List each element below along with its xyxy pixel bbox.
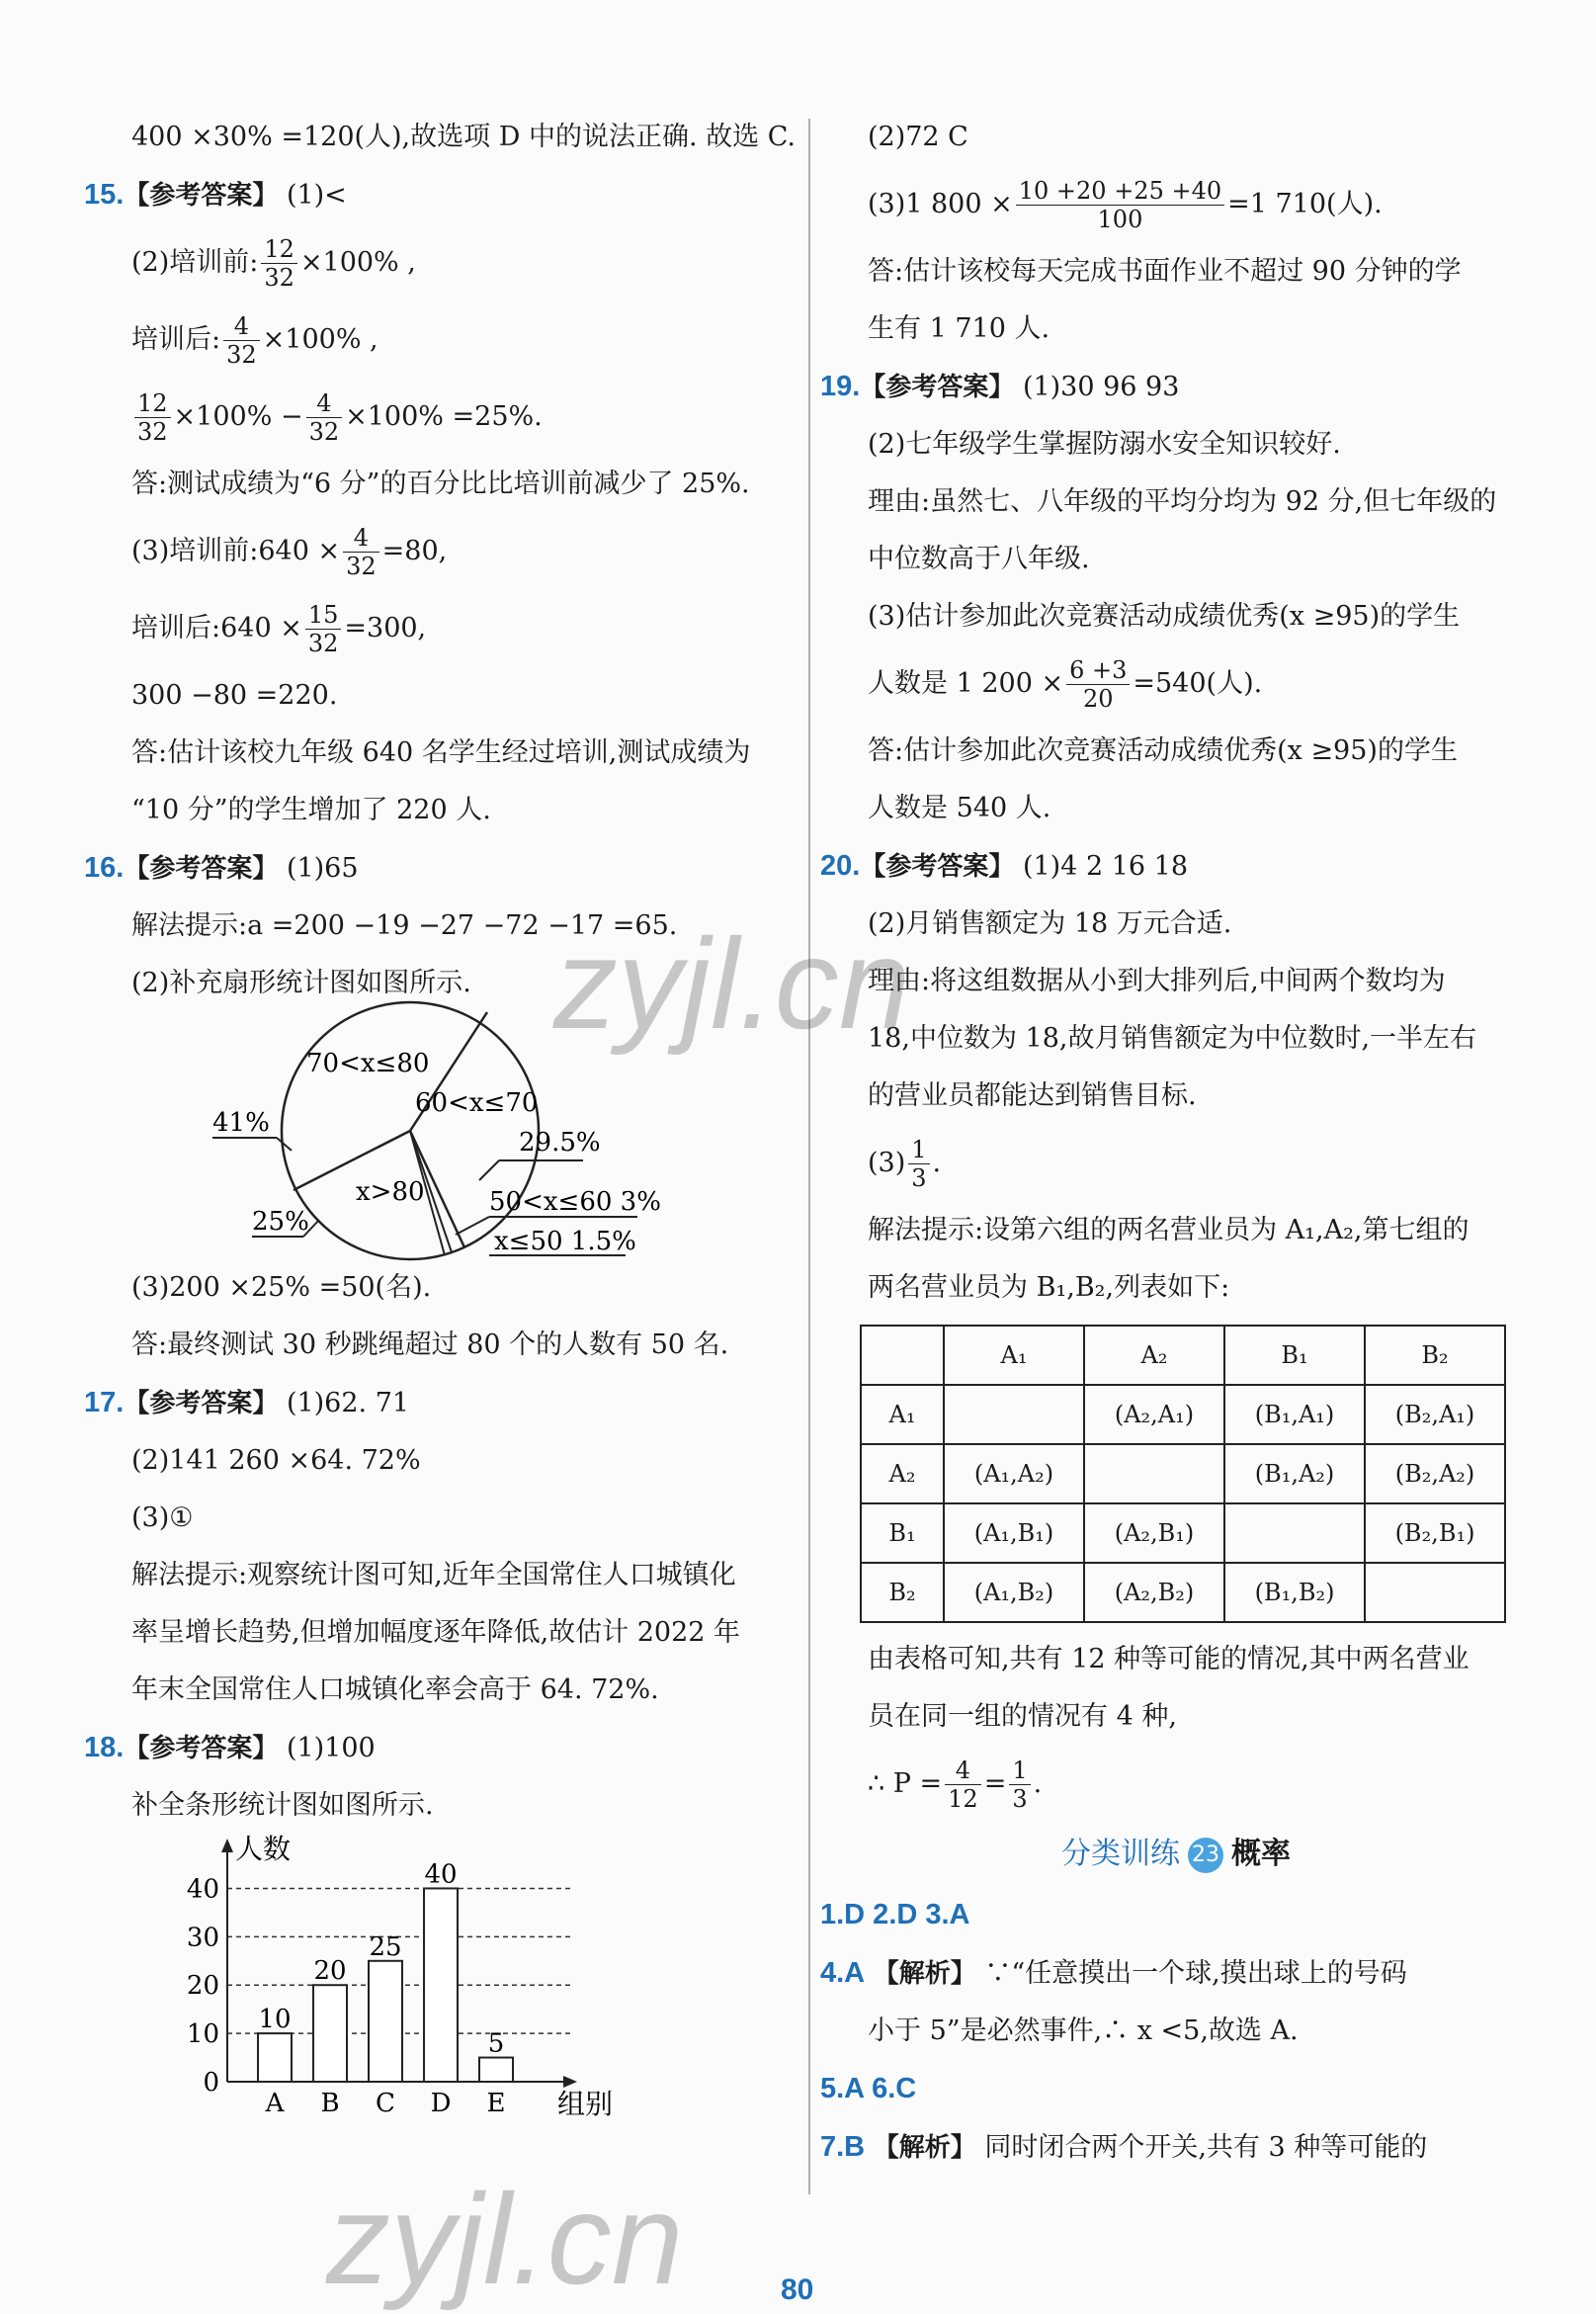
y-tick-label: 0: [203, 2068, 219, 2098]
bar: [424, 1888, 458, 2082]
fraction: [945, 1757, 981, 1813]
table-cell: (A₂,B₁): [1084, 1503, 1224, 1563]
text-line: (2)补充扇形统计图如图所示.: [131, 968, 471, 998]
answer-tag: 【参考答案】: [124, 181, 279, 211]
text-line: (3)估计参加此次竞赛活动成绩优秀(x ≥95)的学生: [868, 601, 1461, 632]
table-cell: B₁: [1224, 1326, 1365, 1385]
numerator: 4: [223, 312, 260, 341]
table-cell: (A₂,B₂): [1084, 1563, 1224, 1622]
text-line: (2)月销售额定为 18 万元合适.: [868, 908, 1232, 939]
answers: 5.A 6.C: [820, 2073, 917, 2104]
text-line: 答:估计该校每天完成书面作业不超过 90 分钟的学: [868, 256, 1462, 287]
bar-chart: [168, 1835, 623, 2121]
table-row: [861, 1503, 1505, 1563]
q19-header: [820, 358, 1532, 416]
text: 人数是 1 200 ×: [868, 668, 1064, 699]
question-number: 19.: [820, 371, 861, 402]
bar-value-label: 5: [487, 2028, 505, 2059]
table-cell: (A₁,B₁): [944, 1503, 1084, 1563]
bar: [479, 2058, 513, 2082]
text-line: 员在同一组的情况有 4 种,: [868, 1701, 1177, 1732]
answer: 7.B: [820, 2131, 866, 2163]
bar: [258, 2033, 292, 2082]
bar-value-label: 40: [424, 1859, 458, 1890]
pie-label: x≤50 1.5%: [494, 1227, 636, 1256]
bar: [313, 1985, 347, 2082]
numerator: 12: [134, 389, 171, 418]
text-line: (2)72 C: [868, 122, 968, 152]
fraction: [1016, 177, 1224, 233]
table-cell: B₁: [861, 1503, 944, 1563]
numerator: 4: [945, 1757, 981, 1785]
text: 培训后:640 ×: [131, 613, 302, 643]
text-line: 答:最终测试 30 秒跳绳超过 80 个的人数有 50 名.: [131, 1329, 729, 1360]
table-cell: (B₂,B₁): [1365, 1503, 1505, 1563]
text: =300,: [344, 613, 427, 643]
answer-tag: 【参考答案】: [860, 373, 1015, 402]
bar-value-label: 10: [258, 2005, 292, 2035]
table-cell: (A₁,A₂): [944, 1444, 1084, 1503]
text: =1 710(人).: [1227, 189, 1383, 219]
q15-header: [84, 166, 805, 224]
text-line: 解法提示:设第六组的两名营业员为 A₁,A₂,第七组的: [868, 1215, 1470, 1245]
table-row: [861, 1563, 1505, 1622]
answer-part: (1)<: [286, 180, 347, 211]
text: ×100% ,: [262, 324, 378, 355]
text: (3)1 800 ×: [868, 189, 1013, 219]
text-line: “10 分”的学生增加了 220 人.: [131, 795, 491, 825]
text: (3)培训前:640 ×: [131, 536, 341, 566]
text-line: 解法提示:观察统计图可知,近年全国常住人口城镇化: [131, 1560, 736, 1590]
denominator: 20: [1082, 685, 1114, 713]
text-line: 两名营业员为 B₁,B₂,列表如下:: [868, 1272, 1230, 1303]
denominator: 32: [226, 341, 257, 369]
y-tick-label: 10: [186, 2019, 219, 2050]
watermark: zyjl.cn: [326, 2167, 684, 2311]
denominator: 3: [911, 1164, 927, 1192]
formula-line: [84, 224, 805, 301]
y-tick-label: 20: [186, 1971, 219, 2002]
table-cell: A₁: [861, 1385, 944, 1444]
formula-line: [820, 1746, 1532, 1823]
table-cell: A₁: [944, 1326, 1084, 1385]
answer-line: [820, 2060, 1532, 2118]
formula-line: [820, 166, 1532, 243]
formula-line: [84, 590, 805, 667]
numerator: 6 +3: [1066, 656, 1130, 685]
table-cell: (A₂,A₁): [1084, 1385, 1224, 1444]
text-line: 300 −80 =220.: [131, 680, 338, 711]
text-line: 400 ×30% =120(人),故选项 D 中的说法正确. 故选 C.: [131, 122, 796, 152]
answer-part: (1)30 96 93: [1022, 372, 1180, 402]
text-line: 理由:将这组数据从小到大排列后,中间两个数均为: [868, 966, 1446, 996]
text-line: (2)141 260 ×64. 72%: [131, 1445, 421, 1476]
q20-header: [820, 837, 1532, 896]
text-line: 答:估计参加此次竞赛活动成绩优秀(x ≥95)的学生: [868, 735, 1458, 766]
denominator: 32: [307, 630, 339, 657]
table-cell: A₂: [861, 1444, 944, 1503]
answer-part: (1)4 2 16 18: [1022, 851, 1188, 882]
table-row: [861, 1385, 1505, 1444]
text: =: [983, 1768, 1007, 1799]
fraction: [261, 235, 297, 292]
y-axis-label: 人数: [235, 1833, 292, 1865]
answer-tag: 【参考答案】: [124, 1389, 279, 1418]
text: 同时闭合两个开关,共有 3 种等可能的: [984, 2132, 1428, 2163]
denominator: 3: [1012, 1785, 1028, 1813]
formula-line: [820, 645, 1532, 723]
page-number: 80: [781, 2273, 814, 2306]
answer-line: [820, 1944, 1532, 2003]
question-number: 20.: [820, 850, 861, 882]
text-line: 的营业员都能达到销售目标.: [868, 1080, 1197, 1111]
answer-tag: 【参考答案】: [860, 852, 1015, 882]
section-number-badge: 23: [1188, 1838, 1223, 1873]
table-cell: (B₂,A₁): [1365, 1385, 1505, 1444]
answer-part: (1)62. 71: [286, 1388, 410, 1418]
text-line: 理由:虽然七、八年级的平均分均为 92 分,但七年级的: [868, 486, 1497, 517]
table-cell: [1084, 1444, 1224, 1503]
formula-line: [84, 379, 805, 456]
text-line: 答:估计该校九年级 640 名学生经过培训,测试成绩为: [131, 737, 751, 768]
table-cell: B₂: [1365, 1326, 1505, 1385]
bar: [369, 1961, 402, 2082]
x-tick-label: C: [376, 2089, 395, 2118]
q18-header: [84, 1719, 805, 1777]
table-cell: [861, 1326, 944, 1385]
text-line: 小于 5”是必然事件,∴ x <5,故选 A.: [868, 2015, 1299, 2046]
question-number: 15.: [84, 179, 125, 211]
text-line: 人数是 540 人.: [868, 793, 1051, 823]
q17-header: [84, 1374, 805, 1432]
denominator: 32: [308, 418, 340, 446]
fraction: [908, 1136, 929, 1192]
text-line: 18,中位数为 18,故月销售额定为中位数时,一半左右: [868, 1023, 1477, 1054]
numerator: 1: [908, 1136, 929, 1164]
text-line: (3)①: [131, 1502, 194, 1533]
denominator: 100: [1097, 206, 1143, 233]
text: 培训后:: [131, 324, 221, 355]
left-column: [84, 109, 805, 2121]
text-line: 率呈增长趋势,但增加幅度逐年降低,故估计 2022 年: [131, 1617, 741, 1648]
q16-header: [84, 839, 805, 898]
bar-value-label: 20: [313, 1956, 347, 1987]
text-line: 补全条形统计图如图所示.: [131, 1790, 434, 1821]
table-cell: (B₂,A₂): [1365, 1444, 1505, 1503]
y-tick-label: 40: [186, 1874, 219, 1905]
numerator: 4: [343, 524, 379, 553]
answer-part: (1)65: [286, 853, 359, 884]
text: =540(人).: [1133, 668, 1263, 699]
pie-label: x>80: [356, 1177, 425, 1207]
table-cell: [1224, 1503, 1365, 1563]
x-tick-label: E: [486, 2089, 506, 2118]
numerator: 15: [305, 601, 342, 630]
fraction: [134, 389, 171, 446]
x-axis-label: 组别: [557, 2088, 614, 2120]
fraction: [306, 389, 343, 446]
table-row: [861, 1444, 1505, 1503]
text: ∴ P =: [868, 1768, 943, 1799]
fraction: [223, 312, 260, 369]
x-tick-label: A: [265, 2089, 285, 2118]
pie-label: 29.5%: [519, 1128, 601, 1157]
pie-label: 70<x≤80: [306, 1049, 430, 1078]
pie-label: 25%: [252, 1207, 309, 1237]
answer-line: [820, 2118, 1532, 2177]
pie-label: 41%: [212, 1108, 270, 1138]
pie-label: 60<x≤70: [415, 1088, 539, 1118]
formula-line: [820, 1125, 1532, 1202]
text-line: 生有 1 710 人.: [868, 313, 1050, 344]
bar-value-label: 25: [369, 1931, 402, 1962]
table-row: [861, 1326, 1505, 1385]
text: ∵“任意摸出一个球,摸出球上的号码: [984, 1958, 1407, 1989]
formula-line: [84, 301, 805, 379]
fraction: [343, 524, 379, 580]
text-line: 由表格可知,共有 12 种等可能的情况,其中两名营业: [868, 1644, 1470, 1674]
text: (2)培训前:: [131, 247, 259, 278]
text: .: [932, 1148, 942, 1178]
y-tick-label: 30: [186, 1923, 219, 1953]
text: (3): [868, 1148, 906, 1178]
leader-line: [479, 1160, 499, 1180]
numerator: 12: [261, 235, 297, 264]
fraction: [305, 601, 342, 657]
y-axis-arrow: [221, 1839, 233, 1852]
denominator: 32: [346, 553, 377, 580]
table-cell: (B₁,A₁): [1224, 1385, 1365, 1444]
section-title: [820, 1823, 1532, 1886]
answer-tag: 【参考答案】: [124, 1734, 279, 1763]
table-cell: (B₁,A₂): [1224, 1444, 1365, 1503]
table-cell: A₂: [1084, 1326, 1224, 1385]
text: .: [1033, 1768, 1043, 1799]
watermark: zyjl.cn: [553, 911, 911, 1056]
x-tick-label: B: [320, 2089, 340, 2118]
text: ×100% ,: [299, 247, 416, 278]
text: ×100% −: [173, 401, 303, 432]
leader-line: [456, 1217, 489, 1235]
denominator: 32: [264, 264, 294, 292]
text-line: 中位数高于八年级.: [868, 544, 1090, 574]
question-number: 16.: [84, 852, 125, 884]
table-cell: (A₁,B₂): [944, 1563, 1084, 1622]
x-axis-arrow: [563, 2076, 577, 2088]
analysis-tag: 【解析】: [873, 2133, 976, 2163]
answer-tag: 【参考答案】: [124, 854, 279, 884]
text-line: 答:测试成绩为“6 分”的百分比比培训前减少了 25%.: [131, 469, 750, 499]
table-cell: (B₁,B₂): [1224, 1563, 1365, 1622]
answer: 4.A: [820, 1957, 866, 1989]
denominator: 12: [948, 1785, 978, 1813]
pie-label: 50<x≤60 3%: [489, 1187, 661, 1217]
text-line: (2)七年级学生掌握防溺水安全知识较好.: [868, 429, 1341, 460]
numerator: 4: [306, 389, 343, 418]
answer-part: (1)100: [286, 1733, 376, 1763]
answers: 1.D 2.D 3.A: [820, 1899, 970, 1930]
fraction: [1066, 656, 1130, 713]
text: =80,: [381, 536, 448, 566]
text-line: (3)200 ×25% =50(名).: [131, 1272, 432, 1303]
question-number: 17.: [84, 1387, 125, 1418]
table-cell: [1365, 1563, 1505, 1622]
section-label: 分类训练: [1061, 1837, 1180, 1871]
denominator: 32: [137, 418, 168, 446]
formula-line: [84, 513, 805, 590]
numerator: 10 +20 +25 +40: [1016, 177, 1224, 206]
table-cell: [944, 1385, 1084, 1444]
answer-line: [820, 1886, 1532, 1944]
column-divider: [808, 119, 810, 2194]
x-tick-label: D: [430, 2089, 452, 2118]
section-topic: 概率: [1231, 1837, 1291, 1871]
text-line: 年末全国常住人口城镇化率会高于 64. 72%.: [131, 1674, 659, 1705]
question-number: 18.: [84, 1732, 125, 1763]
right-column: [820, 109, 1532, 2177]
text: ×100% =25%.: [345, 401, 543, 432]
fraction: [1009, 1757, 1030, 1813]
outcome-table: [860, 1325, 1506, 1623]
numerator: 1: [1009, 1757, 1030, 1785]
table-cell: B₂: [861, 1563, 944, 1622]
text-line: 解法提示:a =200 −19 −27 −72 −17 =65.: [131, 910, 678, 941]
analysis-tag: 【解析】: [873, 1959, 976, 1989]
